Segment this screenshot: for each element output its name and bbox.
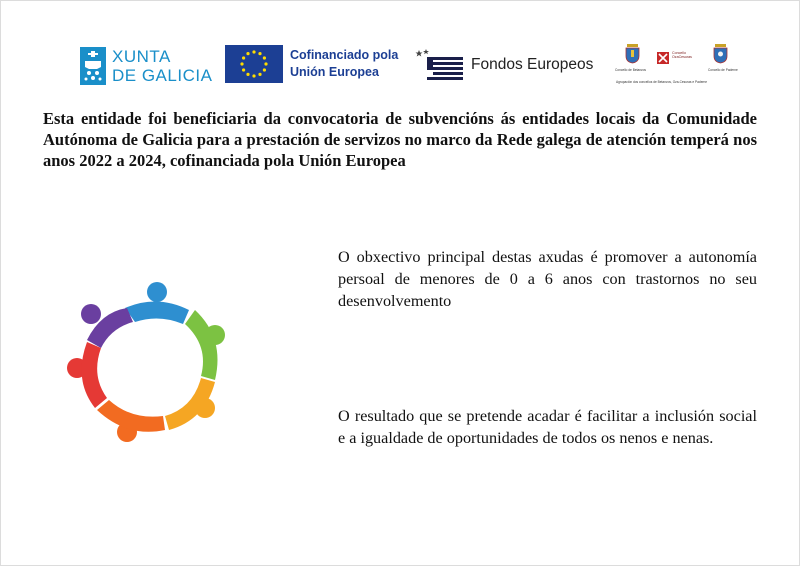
beneficiary-statement: Esta entidade foi beneficiaria da convocatoria de subvencións ás entidades locais da Comunidade Autónoma de Galicia para a prestación de servizos no marco da Rede galega de atención temperá nos anos 2022 a 2024, cofinanciada pola Unión Europea <box>43 109 757 170</box>
xunta-shield-icon <box>80 47 106 85</box>
person-figures <box>67 282 225 442</box>
paderne-caption: Concello de Paderne <box>708 68 738 72</box>
oza-line-2: OzaCesuras <box>672 55 692 59</box>
concellos-grouping-caption: Agrupación dos concellos de Betanzos, Oza-Cesuras e Paderne <box>616 80 708 84</box>
concellos-logo-group <box>612 42 744 92</box>
oza-line-1: Concello <box>672 51 686 55</box>
fondos-europeos-flag-icon <box>415 48 467 82</box>
xunta-line-1: XUNTA <box>112 47 171 66</box>
xunta-wordmark <box>112 47 212 85</box>
eu-cofinanced-logo <box>225 45 398 83</box>
eu-flag-icon <box>225 45 283 83</box>
oza-cesuras-mark-icon <box>657 52 669 64</box>
oza-cesuras-text <box>672 51 692 59</box>
fondos-europeos-logo <box>415 48 593 82</box>
fondos-europeos-text: Fondos Europeos <box>471 56 594 73</box>
eu-wordmark <box>290 47 398 81</box>
paderne-coat-of-arms-icon <box>712 42 729 64</box>
eu-line-2: Unión Europea <box>290 65 379 79</box>
xunta-line-2: DE GALICIA <box>112 66 213 85</box>
betanzos-caption: Concello de Betanzos <box>615 68 647 72</box>
objective-paragraph: O obxectivo principal destas axudas é promover a autonomía persoal de menores de 0 a 6 anos con trastornos no seu desenvolvemento <box>338 248 757 310</box>
betanzos-coat-of-arms-icon <box>624 42 641 64</box>
circle-of-people-icon <box>65 280 240 450</box>
result-paragraph: O resultado que se pretende acadar é facilitar a inclusión social e a igualdade de oportunidades de todos os nenos e nenas. <box>338 407 757 447</box>
xunta-logo <box>80 45 212 87</box>
eu-line-1: Cofinanciado pola <box>290 48 399 62</box>
